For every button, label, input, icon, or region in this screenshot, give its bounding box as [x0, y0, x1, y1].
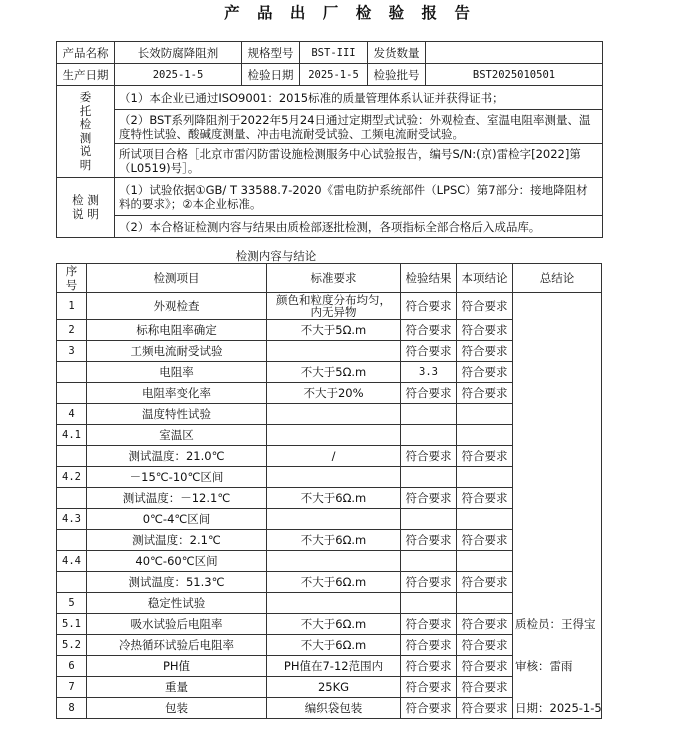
col-header: 总结论 — [513, 264, 602, 293]
row-conclusion: 符合要求 — [457, 293, 513, 320]
col-header: 检验结果 — [401, 264, 457, 293]
inspection-line-1: （1）试验依据①GB/ T 33588.7-2020《雷电防护系统部件（LPSC）第7部分：接地降阻材料的要求》；②本企业标准。 — [115, 178, 603, 216]
row-standard: PH值在7-12范围内 — [267, 656, 401, 677]
conclusion-spacer — [513, 677, 602, 698]
commission-label-char: 托 — [79, 103, 92, 118]
row-standard: 颜色和粒度分布均匀，内无异物 — [267, 293, 401, 320]
row-item: 0℃-4℃区间 — [87, 509, 267, 530]
row-standard: 25KG — [267, 677, 401, 698]
row-conclusion: 符合要求 — [457, 614, 513, 635]
conclusion-spacer — [513, 635, 602, 656]
row-item: 测试温度：－12.1℃ — [87, 488, 267, 509]
commission-line-3: 所试项目合格［北京市雷闪防雷设施检测服务中心试验报告，编号S/N:(京)雷检字[2022]第（L0519)号］。 — [115, 144, 603, 178]
row-item: 外观检查 — [87, 293, 267, 320]
row-standard: 不大于6Ω.m — [267, 530, 401, 551]
table-row — [57, 698, 602, 719]
row-conclusion — [457, 551, 513, 572]
row-conclusion: 符合要求 — [457, 320, 513, 341]
header-table — [56, 41, 603, 86]
col-header: 本项结论 — [457, 264, 513, 293]
row-item: 重量 — [87, 677, 267, 698]
row-standard: 不大于6Ω.m — [267, 635, 401, 656]
row-standard: 编织袋包装 — [267, 698, 401, 719]
row-index: 5 — [57, 593, 87, 614]
row-index — [57, 446, 87, 467]
row-result — [401, 509, 457, 530]
row-standard — [267, 425, 401, 446]
row-conclusion: 符合要求 — [457, 656, 513, 677]
row-item: 电阻率 — [87, 362, 267, 383]
row-result: 符合要求 — [401, 530, 457, 551]
row-index: 7 — [57, 677, 87, 698]
row-index — [57, 488, 87, 509]
row-conclusion: 符合要求 — [457, 677, 513, 698]
ship-qty-value — [426, 42, 603, 64]
inspection-label-line: 说 明 — [72, 206, 99, 221]
row-standard: 不大于6Ω.m — [267, 614, 401, 635]
row-index: 4.4 — [57, 551, 87, 572]
row-conclusion — [457, 425, 513, 446]
prod-date-label: 生产日期 — [57, 64, 115, 86]
explanation-table — [56, 85, 603, 238]
row-conclusion — [457, 467, 513, 488]
ship-qty-label: 发货数量 — [368, 42, 426, 64]
row-index: 5.2 — [57, 635, 87, 656]
row-result: 符合要求 — [401, 698, 457, 719]
conclusion-date: 日期：2025-1-5 — [513, 698, 602, 719]
commission-line-2: （2）BST系列降阻剂于2022年5月24日通过定期型式试验：外观检查、室温电阻率测量、温度特性试验、酸碱度测量、冲击电流耐受试验、工频电流耐受试验。 — [115, 110, 603, 144]
row-conclusion: 符合要求 — [457, 446, 513, 467]
col-header: 标准要求 — [267, 264, 401, 293]
row-result: 符合要求 — [401, 635, 457, 656]
row-index: 2 — [57, 320, 87, 341]
inspection-line-2: （2）本合格证检测内容与结果由质检部逐批检测，各项指标全部合格后入成品库。 — [115, 216, 603, 238]
row-item: 温度特性试验 — [87, 404, 267, 425]
row-item: 包装 — [87, 698, 267, 719]
commission-label-char: 测 — [79, 130, 92, 145]
results-table — [56, 263, 602, 719]
row-index: 1 — [57, 293, 87, 320]
inspection-label — [57, 178, 115, 238]
row-index: 8 — [57, 698, 87, 719]
batch-value: BST2025010501 — [426, 64, 603, 86]
row-result — [401, 404, 457, 425]
row-conclusion — [457, 509, 513, 530]
prod-date-value: 2025-1-5 — [115, 64, 242, 86]
report-title: 产 品 出 厂 检 验 报 告 — [224, 3, 476, 22]
commission-label-char: 明 — [79, 157, 92, 172]
row-item: 测试温度：21.0℃ — [87, 446, 267, 467]
col-header: 序号 — [57, 264, 87, 293]
row-standard: 不大于5Ω.m — [267, 362, 401, 383]
row-index: 4.1 — [57, 425, 87, 446]
row-conclusion — [457, 404, 513, 425]
row-conclusion: 符合要求 — [457, 341, 513, 362]
table-row — [57, 656, 602, 677]
table-header-row — [57, 264, 602, 293]
row-result: 符合要求 — [401, 614, 457, 635]
product-name-value: 长效防腐降阻剂 — [115, 42, 242, 64]
row-item: 稳定性试验 — [87, 593, 267, 614]
row-conclusion: 符合要求 — [457, 488, 513, 509]
commission-label — [57, 86, 115, 178]
model-value: BST-III — [300, 42, 368, 64]
commission-line-1: （1）本企业已通过ISO9001：2015标准的质量管理体系认证并获得证书； — [115, 86, 603, 110]
row-result: 符合要求 — [401, 656, 457, 677]
row-conclusion: 符合要求 — [457, 572, 513, 593]
row-index: 4 — [57, 404, 87, 425]
row-result: 符合要求 — [401, 572, 457, 593]
table-row — [57, 614, 602, 635]
row-item: 测试温度：51.3℃ — [87, 572, 267, 593]
row-result: 符合要求 — [401, 320, 457, 341]
row-result — [401, 425, 457, 446]
row-conclusion: 符合要求 — [457, 530, 513, 551]
row-standard — [267, 509, 401, 530]
model-label: 规格型号 — [242, 42, 300, 64]
row-index — [57, 383, 87, 404]
row-index — [57, 530, 87, 551]
row-result — [401, 593, 457, 614]
row-index — [57, 572, 87, 593]
row-conclusion: 符合要求 — [457, 362, 513, 383]
row-item: －15℃-10℃区间 — [87, 467, 267, 488]
row-item: 吸水试验后电阻率 — [87, 614, 267, 635]
table-row — [57, 293, 602, 320]
commission-label-char: 检 — [79, 117, 92, 131]
commission-label-char: 委 — [79, 90, 92, 104]
row-standard — [267, 341, 401, 362]
row-result: 符合要求 — [401, 677, 457, 698]
row-result: 符合要求 — [401, 293, 457, 320]
row-item: 电阻率变化率 — [87, 383, 267, 404]
row-result — [401, 467, 457, 488]
product-name-label: 产品名称 — [57, 42, 115, 64]
row-result: 符合要求 — [401, 446, 457, 467]
row-conclusion: 符合要求 — [457, 698, 513, 719]
row-item: 室温区 — [87, 425, 267, 446]
row-standard — [267, 404, 401, 425]
section-title: 检测内容与结论 — [235, 249, 317, 263]
row-standard: 不大于20% — [267, 383, 401, 404]
row-index: 4.3 — [57, 509, 87, 530]
row-standard — [267, 551, 401, 572]
row-standard: 不大于5Ω.m — [267, 320, 401, 341]
row-conclusion: 符合要求 — [457, 635, 513, 656]
table-row — [57, 677, 602, 698]
row-index: 4.2 — [57, 467, 87, 488]
row-result — [401, 551, 457, 572]
row-item: 冷热循环试验后电阻率 — [87, 635, 267, 656]
row-conclusion: 符合要求 — [457, 383, 513, 404]
row-index — [57, 362, 87, 383]
overall-conclusion-blank — [513, 293, 602, 614]
row-conclusion — [457, 593, 513, 614]
insp-date-label: 检验日期 — [242, 64, 300, 86]
col-header: 检测项目 — [87, 264, 267, 293]
conclusion-reviewer: 审核：雷雨 — [513, 656, 602, 677]
row-index: 6 — [57, 656, 87, 677]
conclusion-inspector: 质检员：王得宝 — [513, 614, 602, 635]
table-row — [57, 635, 602, 656]
row-standard — [267, 593, 401, 614]
commission-label-char: 说 — [79, 144, 92, 158]
row-standard: 不大于6Ω.m — [267, 572, 401, 593]
row-result: 符合要求 — [401, 383, 457, 404]
row-result: 符合要求 — [401, 341, 457, 362]
batch-label: 检验批号 — [368, 64, 426, 86]
row-item: 标称电阻率确定 — [87, 320, 267, 341]
row-standard: 不大于6Ω.m — [267, 488, 401, 509]
row-item: 工频电流耐受试验 — [87, 341, 267, 362]
row-item: PH值 — [87, 656, 267, 677]
row-item: 40℃-60℃区间 — [87, 551, 267, 572]
inspection-label-line: 检 测 — [72, 193, 99, 207]
row-result: 3.3 — [401, 362, 457, 383]
row-standard — [267, 467, 401, 488]
row-item: 测试温度：2.1℃ — [87, 530, 267, 551]
row-result: 符合要求 — [401, 488, 457, 509]
row-index: 3 — [57, 341, 87, 362]
insp-date-value: 2025-1-5 — [300, 64, 368, 86]
row-index: 5.1 — [57, 614, 87, 635]
row-standard: / — [267, 446, 401, 467]
